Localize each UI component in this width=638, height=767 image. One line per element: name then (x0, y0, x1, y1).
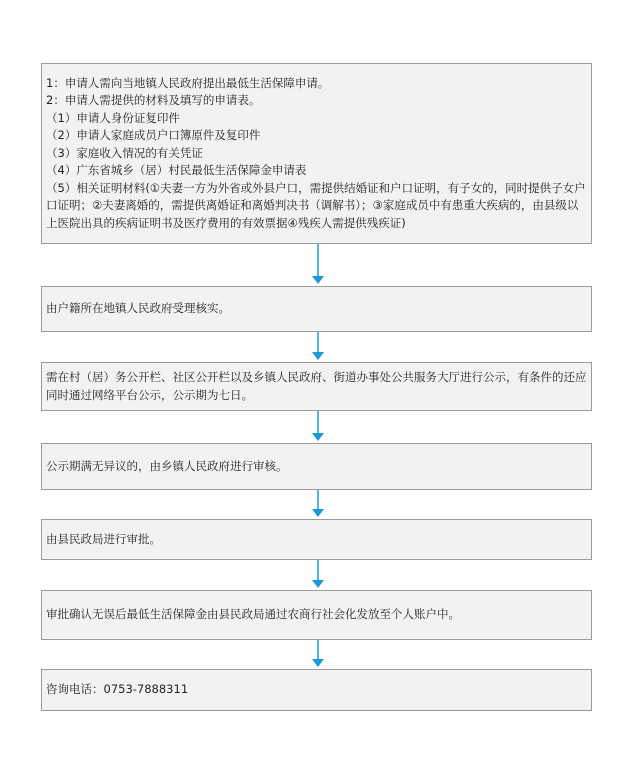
flow-step-3-box (41, 362, 592, 411)
step-2-text: 由户籍所在地镇人民政府受理核实。 (46, 301, 230, 316)
flow-step-7-box (41, 669, 592, 711)
step-4-text: 公示期满无异议的，由乡镇人民政府进行审核。 (46, 458, 288, 473)
step-1-line-4: （2）申请人家庭成员户口簿原件及复印件 (46, 128, 261, 143)
flow-step-1-box (41, 63, 592, 244)
down-arrow-icon-1 (310, 244, 326, 286)
consult-phone-text: 咨询电话：0753-7888311 (46, 682, 189, 697)
step-3-text: 需在村（居）务公开栏、社区公开栏以及乡镇人民政府、街道办事处公共服务大厅进行公示，有条件的还应同时通过网络平台公示，公示期为七日。 (46, 370, 587, 402)
flow-step-6-box (41, 590, 592, 640)
step-1-line-2: 2：申请人需提供的材料及填写的申请表。 (46, 93, 261, 108)
step-1-line-6: （4）广东省城乡（居）村民最低生活保障金申请表 (46, 163, 307, 178)
down-arrow-icon-6 (310, 640, 326, 669)
down-arrow-icon-2 (310, 332, 326, 362)
step-6-text: 审批确认无误后最低生活保障金由县民政局通过农商行社会化发放至个人账户中。 (46, 607, 460, 622)
flow-step-5-box (41, 519, 592, 560)
step-1-line-1: 1：申请人需向当地镇人民政府提出最低生活保障申请。 (46, 75, 330, 90)
down-arrow-icon-3 (310, 411, 326, 443)
down-arrow-icon-5 (310, 560, 326, 590)
step-1-line-3: （1）申请人身份证复印件 (46, 110, 180, 125)
down-arrow-icon-4 (310, 490, 326, 519)
flow-step-4-box (41, 443, 592, 490)
step-1-line-5: （3）家庭收入情况的有关凭证 (46, 145, 203, 160)
flow-step-2-box (41, 286, 592, 332)
step-5-text: 由县民政局进行审批。 (46, 531, 161, 546)
step-1-materials-paragraph: （5）相关证明材料(①夫妻一方为外省或外县户口，需提供结婚证和户口证明，有子女的，同时提供子女户口证明；②夫妻离婚的，需提供离婚证和离婚判决书（调解书）；③家庭成员中有患重大疾病的，由县级以上医院出具的疾病证明书及医疗费用的有效票据④残疾人需提供残疾证) (46, 180, 586, 230)
